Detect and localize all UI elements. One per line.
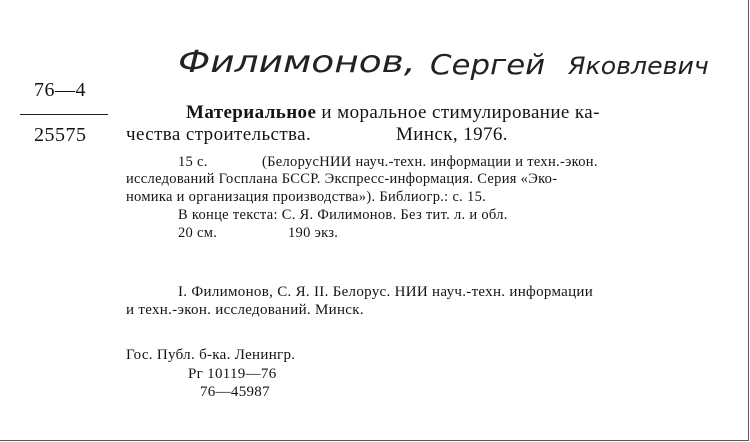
series-line-2: исследований Госплана БССР. Экспресс-информация. Серия «Эко-: [126, 171, 558, 187]
copies: 190 экз.: [288, 225, 339, 241]
title-bold-word: Материальное: [186, 102, 317, 123]
tracings-line-2: и техн.-экон. исследований. Минск.: [126, 302, 364, 318]
accession-number: 25575: [34, 124, 87, 146]
imprint: Минск, 1976.: [396, 124, 508, 145]
divider-rule: [20, 114, 108, 115]
title-line-2: чества строительства.: [126, 124, 312, 145]
handwritten-surname: Филимонов,: [178, 45, 416, 80]
note-line: В конце текста: С. Я. Филимонов. Без тит. л. и обл.: [178, 207, 508, 223]
card-number: 76—45987: [200, 384, 270, 400]
series-line-3: номика и организация производства»). Библиогр.: с. 15.: [126, 189, 487, 205]
pagination: 15 с.: [178, 154, 208, 170]
library-name: Гос. Публ. б-ка. Ленингр.: [126, 347, 296, 363]
handwritten-patronymic: Яковлевич: [568, 52, 709, 80]
title-line-1: [186, 102, 600, 124]
title-line-1-rest: и моральное стимулирование ка-: [316, 102, 600, 123]
series-line-1: (БелорусНИИ науч.-техн. информации и техн.-экон.: [262, 154, 598, 170]
shelf-mark: 76—4: [34, 79, 86, 101]
size: 20 см.: [178, 225, 218, 241]
handwritten-first-name: Сергей: [430, 48, 546, 81]
tracings-line-1: I. Филимонов, С. Я. II. Белорус. НИИ науч.-техн. информации: [178, 284, 594, 300]
registration-code: Рг 10119—76: [188, 366, 277, 382]
